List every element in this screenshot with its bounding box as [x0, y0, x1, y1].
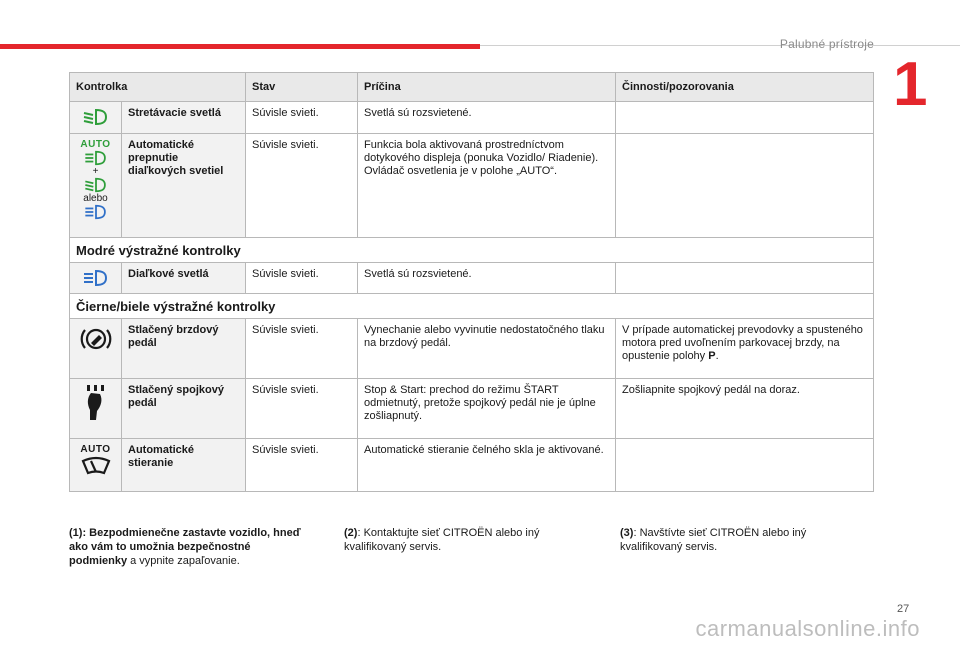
table-row	[70, 134, 874, 238]
main-beam-icon	[76, 268, 115, 288]
lamp-name: Stlačený spojkový pedál	[122, 379, 246, 439]
table-header-row	[70, 73, 874, 102]
lamp-state: Súvisle svieti.	[246, 319, 358, 379]
section-row-blue	[70, 238, 874, 263]
lamp-cause: Vynechanie alebo vyvinutie nedostatočného tlaku na brzdový pedál.	[358, 319, 616, 379]
lamp-cause: Stop & Start: prechod do režimu ŠTART odmietnutý, pretože spojkový pedál nie je úplne zošliapnutý.	[358, 379, 616, 439]
col-header-action: Činnosti/pozorovania	[616, 73, 874, 102]
icon-cell	[70, 319, 122, 379]
action-text: V prípade automatickej prevodovky a spusteného motora pred uvoľnením parkovacej brzdy, na opustenie polohy	[622, 324, 863, 362]
lamp-name: Stretávacie svetlá	[122, 102, 246, 134]
auto-beam-icon	[76, 150, 115, 166]
table-row	[70, 319, 874, 379]
footnote-bold-text: : Bezpodmienečne zastavte vozidlo, hneď ako vám to umožnia bezpečnostné podmienky	[69, 527, 301, 567]
lamp-name: Diaľkové svetlá	[122, 263, 246, 294]
table-row	[70, 379, 874, 439]
col-header-cause: Príčina	[358, 73, 616, 102]
lamp-name: Stlačený brzdový pedál	[122, 319, 246, 379]
header-accent-bar	[0, 44, 480, 49]
header-divider	[480, 45, 960, 46]
auto-label: AUTO	[80, 139, 111, 150]
watermark: carmanualsonline.info	[695, 616, 920, 641]
lamp-action	[616, 319, 874, 379]
footnote-ref: (1)	[69, 527, 83, 539]
lamp-state: Súvisle svieti.	[246, 102, 358, 134]
footnote-ref: (2)	[344, 527, 358, 539]
footnote-1	[69, 526, 307, 568]
footnote-3	[620, 526, 856, 554]
lamp-cause	[358, 134, 616, 238]
section-heading: Čierne/biele výstražné kontrolky	[70, 294, 874, 319]
footnote-ref: (3)	[620, 527, 634, 539]
table-row	[70, 102, 874, 134]
or-separator: alebo	[83, 193, 108, 204]
lamp-name: Automatické stieranie	[122, 439, 246, 492]
section-heading: Modré výstražné kontrolky	[70, 238, 874, 263]
lamp-action	[616, 134, 874, 238]
icon-cell	[70, 102, 122, 134]
clutch-pedal-icon	[76, 384, 115, 422]
action-text-end: .	[715, 350, 719, 362]
lamp-state: Súvisle svieti.	[246, 134, 358, 238]
main-beam-icon	[76, 204, 115, 220]
lamp-cause-line: Funkcia bola aktivovaná prostredníctvom dotykového displeja (ponuka Vozidlo/ Riadenie).	[364, 139, 599, 164]
plus-sign: +	[92, 166, 99, 177]
icon-cell	[70, 134, 122, 238]
table-row	[70, 263, 874, 294]
section-title: Palubné prístroje	[779, 37, 874, 51]
icon-cell	[70, 439, 122, 492]
lamp-state: Súvisle svieti.	[246, 379, 358, 439]
footnote-2	[344, 526, 580, 554]
icon-cell	[70, 379, 122, 439]
chapter-number: 1	[893, 50, 928, 119]
lamp-name: Automatické prepnutie diaľkových svetiel	[122, 134, 246, 238]
icon-cell	[70, 263, 122, 294]
auto-label: AUTO	[80, 444, 111, 455]
table-row	[70, 439, 874, 492]
warning-lamps-table	[69, 72, 874, 492]
dipped-beam-icon	[76, 177, 115, 193]
lamp-action	[616, 102, 874, 134]
page-number: 27	[897, 603, 910, 615]
lamp-action	[616, 439, 874, 492]
lamp-action	[616, 263, 874, 294]
auto-wiper-icon	[76, 455, 115, 477]
lamp-state: Súvisle svieti.	[246, 263, 358, 294]
footnote-text: : Navštívte sieť CITROËN alebo iný kvalifikovaný servis.	[620, 527, 807, 553]
section-row-bw	[70, 294, 874, 319]
col-header-lamp: Kontrolka	[70, 73, 246, 102]
lamp-cause-line: Ovládač osvetlenia je v polohe „AUTO“.	[364, 165, 557, 177]
brake-pedal-icon	[76, 324, 115, 354]
lamp-action: Zošliapnite spojkový pedál na doraz.	[616, 379, 874, 439]
footnote-text: a vypnite zapaľovanie.	[127, 555, 240, 567]
dipped-beam-icon	[76, 107, 115, 127]
lamp-cause: Automatické stieranie čelného skla je aktivované.	[358, 439, 616, 492]
footnote-text: : Kontaktujte sieť CITROËN alebo iný kvalifikovaný servis.	[344, 527, 540, 553]
lamp-cause: Svetlá sú rozsvietené.	[358, 102, 616, 134]
col-header-state: Stav	[246, 73, 358, 102]
lamp-cause: Svetlá sú rozsvietené.	[358, 263, 616, 294]
lamp-state: Súvisle svieti.	[246, 439, 358, 492]
gear-position-p: P	[708, 350, 716, 362]
